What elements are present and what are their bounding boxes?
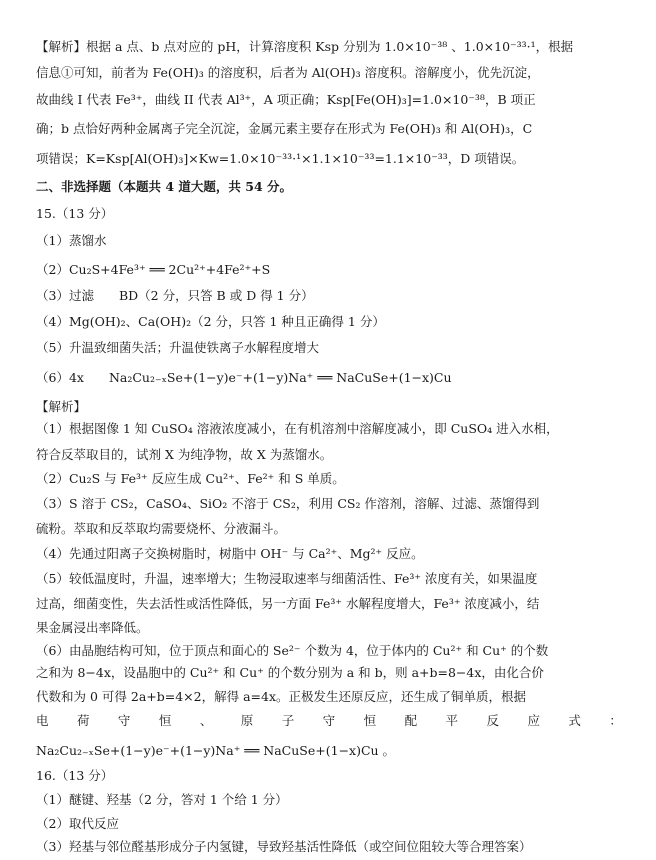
spaced-char: 平 bbox=[445, 713, 459, 728]
analysis-line-5: 项错误；K=Ksp[Al(OH)₃]×Kw=1.0×10⁻³³·¹×1.1×10⁻³³=1.1×10⁻³³，D 项错误。 bbox=[36, 151, 525, 166]
spaced-char: 电 bbox=[36, 713, 49, 728]
spaced-char: 配 bbox=[404, 713, 418, 728]
answer-15-6: （6）4x Na₂Cu₂₋ₓSe+(1−y)e⁻+(1−y)Na⁺ ══ NaCuSe+(1−x)Cu bbox=[36, 370, 452, 385]
question-16-title: 16.（13 分） bbox=[36, 768, 114, 783]
spaced-char: 式 bbox=[568, 713, 581, 728]
spaced-char: 、 bbox=[199, 713, 213, 728]
explanation-3a: （3）S 溶于 CS₂，CaSO₄、SiO₂ 不溶于 CS₂，利用 CS₂ 作溶剂，溶解、过滤、蒸馏得到 bbox=[36, 496, 540, 511]
explanation-6a: （6）由晶胞结构可知，位于顶点和面心的 Se²⁻ 个数为 4，位于体内的 Cu²⁺ 和 Cu⁺ 的个数 bbox=[36, 643, 549, 658]
spaced-char: 应 bbox=[527, 713, 540, 728]
analysis-line-1: 【解析】根据 a 点、b 点对应的 pH，计算溶度积 Ksp 分别为 1.0×10⁻³⁸ 、1.0×10⁻³³·¹，根据 bbox=[36, 39, 574, 54]
explanation-5a: （5）较低温度时，升温，速率增大；生物浸取速率与细菌活性、Fe³⁺ 浓度有关，如果温度 bbox=[36, 571, 538, 586]
explanation-5c: 果金属浸出率降低。 bbox=[36, 620, 149, 635]
analysis-heading: 【解析】 bbox=[36, 399, 87, 414]
analysis-line-3: 故曲线 I 代表 Fe³⁺，曲线 II 代表 Al³⁺，A 项正确；Ksp[Fe(OH)₃]=1.0×10⁻³⁸，B 项正 bbox=[36, 92, 536, 107]
analysis-line-2: 信息①可知，前者为 Fe(OH)₃ 的溶度积，后者为 Al(OH)₃ 溶度积。溶解度小，优先沉淀， bbox=[36, 65, 540, 80]
spaced-char: 荷 bbox=[76, 713, 90, 728]
answer-15-3: （3）过滤 BD（2 分，只答 B 或 D 得 1 分） bbox=[36, 288, 314, 303]
explanation-6d bbox=[36, 712, 622, 730]
spaced-char: 子 bbox=[281, 713, 295, 728]
explanation-1b: 符合反萃取目的，试剂 X 为纯净物，故 X 为蒸馏水。 bbox=[36, 447, 333, 462]
question-15-title: 15.（13 分） bbox=[36, 206, 114, 221]
final-equation: Na₂Cu₂₋ₓSe+(1−y)e⁻+(1−y)Na⁺ ══ NaCuSe+(1−x)Cu 。 bbox=[36, 743, 396, 758]
answer-16-2: （2）取代反应 bbox=[36, 816, 119, 831]
answer-15-1: （1）蒸馏水 bbox=[36, 233, 107, 248]
explanation-6c: 代数和为 0 可得 2a+b=4×2，解得 a=4x。正极发生还原反应，还生成了铜单质，根据 bbox=[36, 689, 527, 704]
explanation-4: （4）先通过阳离子交换树脂时，树脂中 OH⁻ 与 Ca²⁺、Mg²⁺ 反应。 bbox=[36, 546, 424, 561]
spaced-char: 恒 bbox=[363, 713, 377, 728]
explanation-5b: 过高，细菌变性，失去活性或活性降低，另一方面 Fe³⁺ 水解程度增大，Fe³⁺ 浓度减小，结 bbox=[36, 596, 540, 611]
explanation-1a: （1）根据图像 1 知 CuSO₄ 溶液浓度减小，在有机溶剂中溶解度减小，即 CuSO₄ 进入水相， bbox=[36, 421, 559, 436]
answer-15-4: （4）Mg(OH)₂、Ca(OH)₂（2 分，只答 1 种且正确得 1 分） bbox=[36, 314, 385, 329]
answer-16-3: （3）羟基与邻位醛基形成分子内氢键，导致羟基活性降低（或空间位阻较大等合理答案） bbox=[36, 839, 532, 854]
spaced-char: 守 bbox=[117, 713, 131, 728]
explanation-2: （2）Cu₂S 与 Fe³⁺ 反应生成 Cu²⁺、Fe²⁺ 和 S 单质。 bbox=[36, 471, 345, 486]
explanation-3b: 硫粉。萃取和反萃取均需要烧杯、分液漏斗。 bbox=[36, 521, 287, 536]
spaced-char: 恒 bbox=[158, 713, 172, 728]
spaced-char: ： bbox=[609, 713, 622, 728]
answer-16-1: （1）醚键、羟基（2 分，答对 1 个给 1 分） bbox=[36, 792, 288, 807]
spaced-char: 守 bbox=[322, 713, 336, 728]
answer-15-5: （5）升温致细菌失活；升温使铁离子水解程度增大 bbox=[36, 340, 319, 355]
spaced-char: 反 bbox=[486, 713, 499, 728]
analysis-line-4: 确；b 点恰好两种金属离子完全沉淀，金属元素主要存在形式为 Fe(OH)₃ 和 Al(OH)₃，C bbox=[36, 121, 533, 136]
explanation-6b: 之和为 8−4x，设晶胞中的 Cu²⁺ 和 Cu⁺ 的个数分别为 a 和 b，则 a+b=8−4x，由化合价 bbox=[36, 665, 544, 680]
section-heading: 二、非选择题（本题共 4 道大题，共 54 分。 bbox=[36, 179, 293, 194]
spaced-char: 原 bbox=[240, 713, 254, 728]
answer-15-2: （2）Cu₂S+4Fe³⁺ ══ 2Cu²⁺+4Fe²⁺+S bbox=[36, 262, 271, 277]
